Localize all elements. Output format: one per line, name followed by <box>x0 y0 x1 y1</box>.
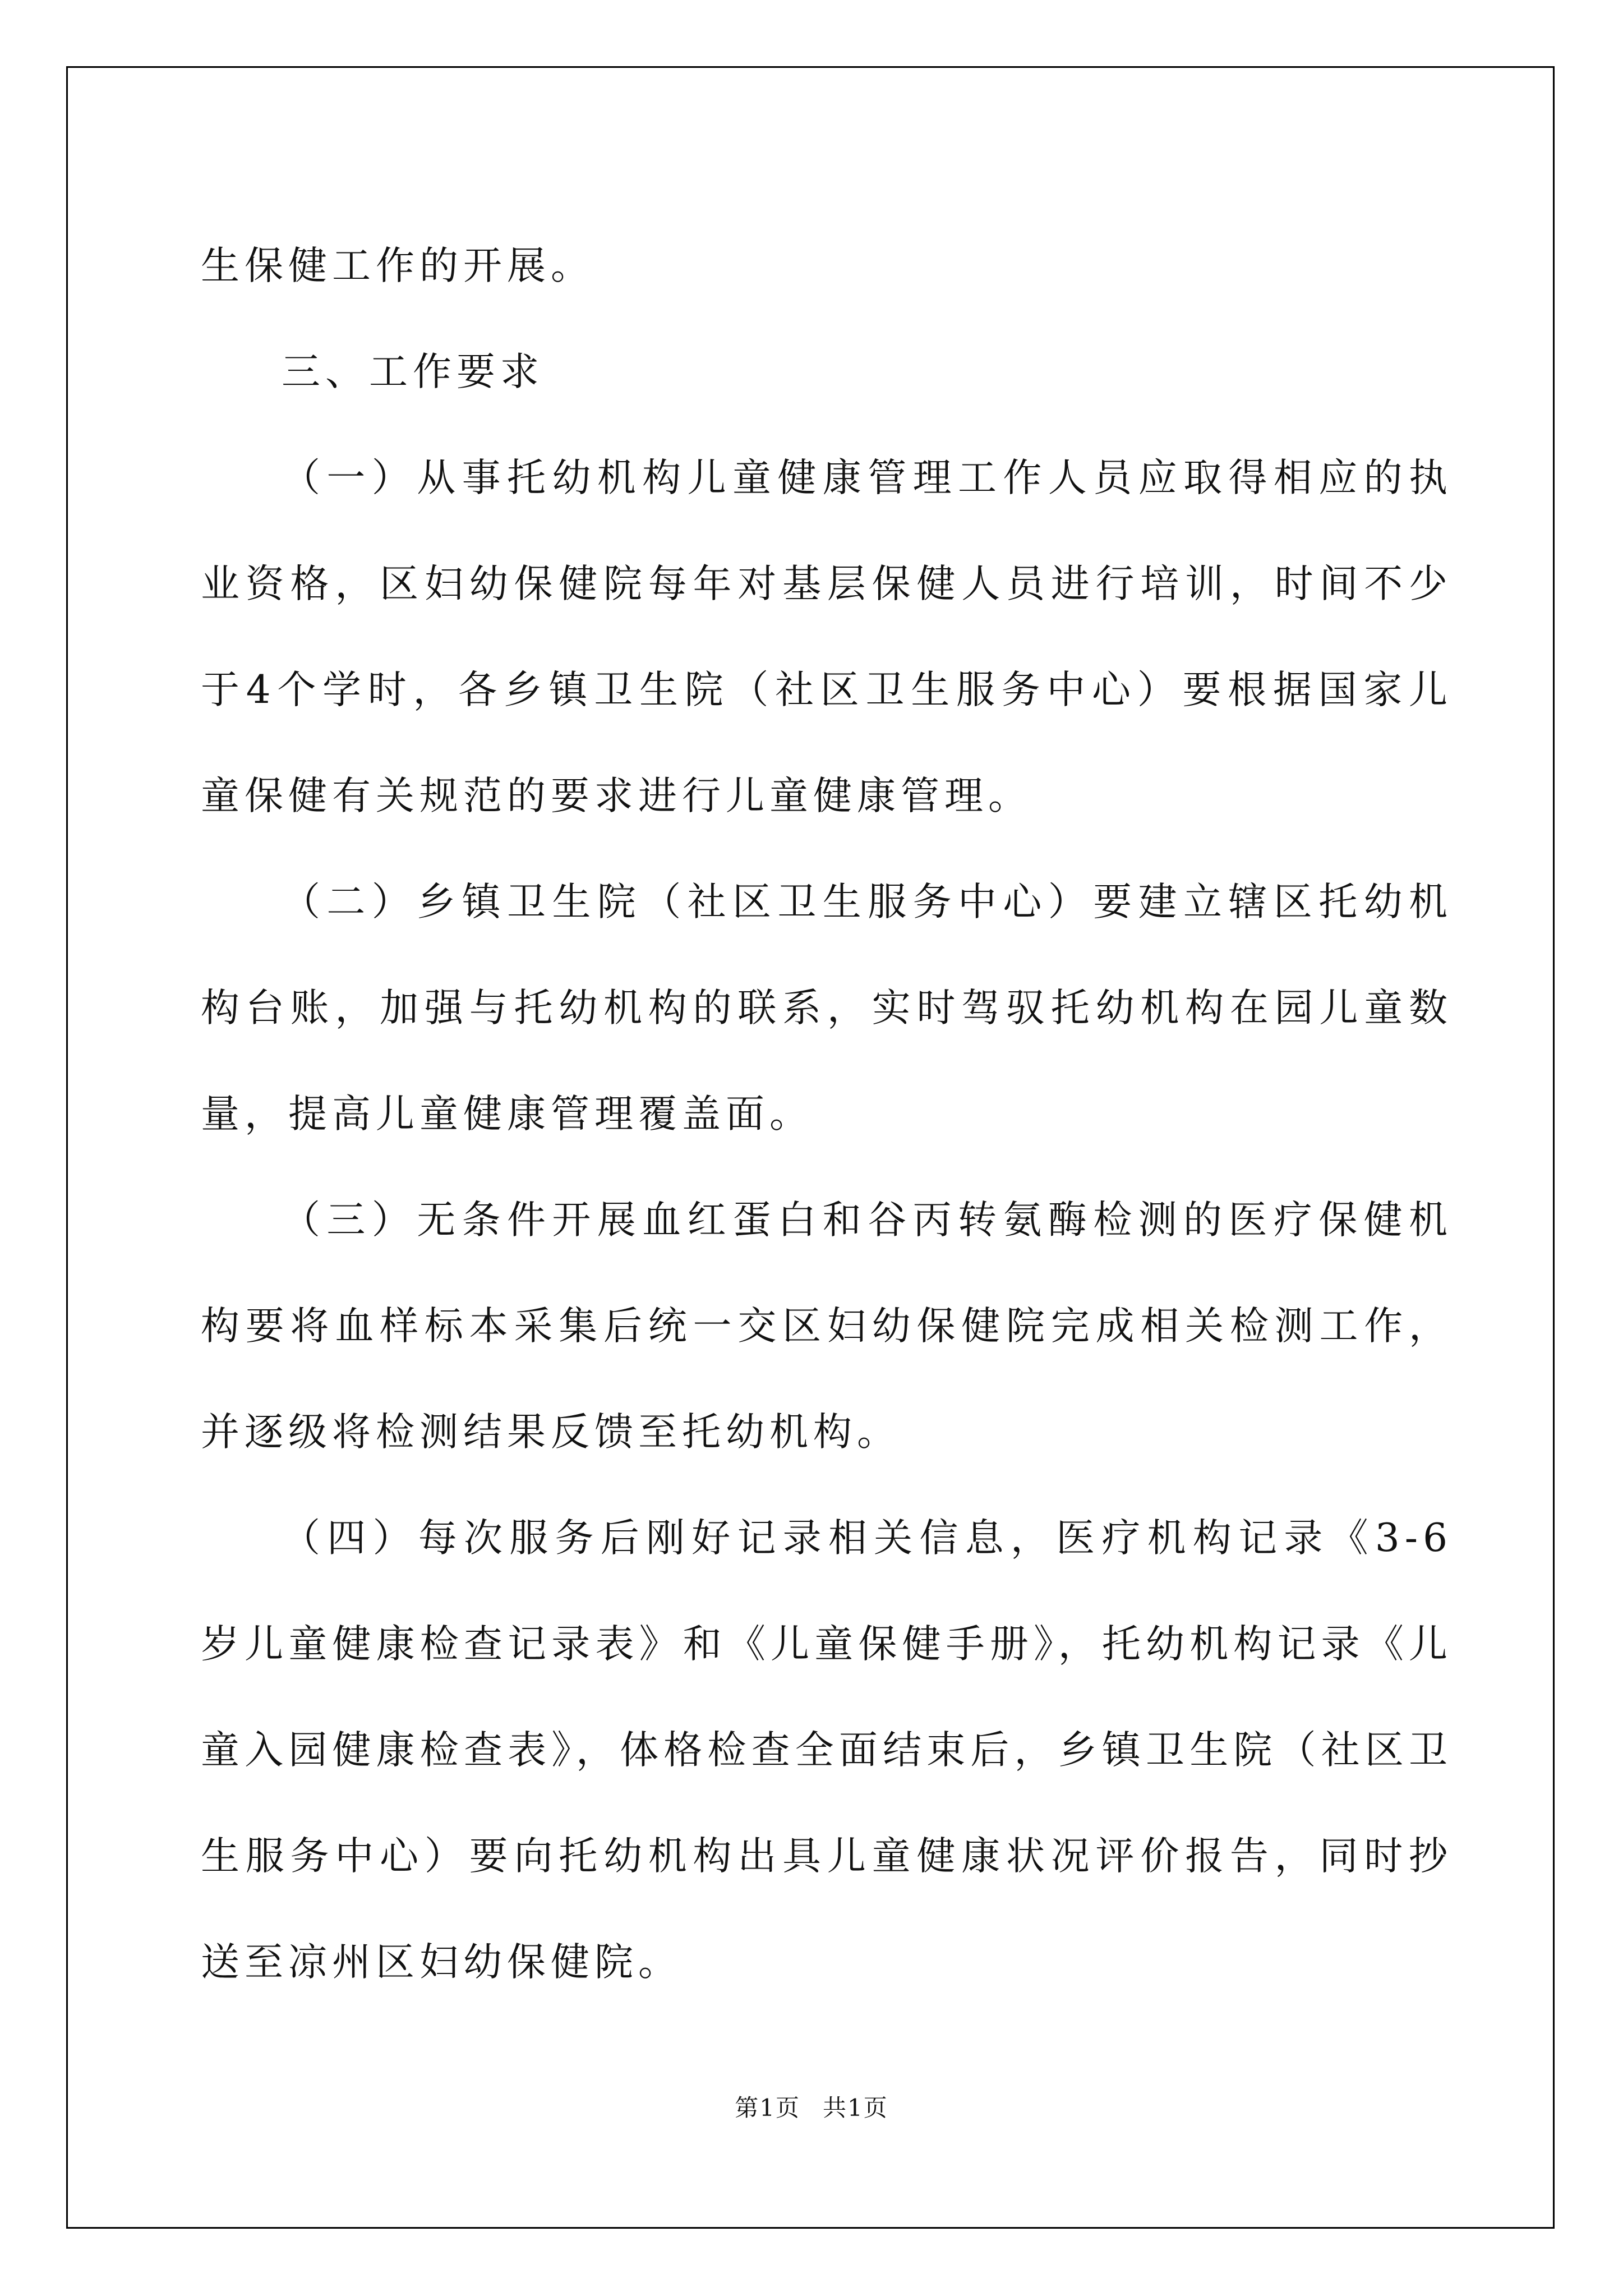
page-number: 第1页 <box>735 2094 800 2122</box>
paragraph-requirement-1: （一）从事托幼机构儿童健康管理工作人员应取得相应的执业资格，区妇幼保健院每年对基层保健人员进行培训，时间不少于4个学时，各乡镇卫生院（社区卫生服务中心）要根据国家儿童保健有关规范的要求进行儿童健康管理。 <box>201 455 1453 818</box>
paragraph-continuation: 生保健工作的开展。 <box>201 243 594 288</box>
document-body <box>201 213 1453 2016</box>
paragraph-requirement-4: （四）每次服务后刚好记录相关信息，医疗机构记录《3-6岁儿童健康检查记录表》和《儿童保健手册》，托幼机构记录《儿童入园健康检查表》，体格检查全面结束后，乡镇卫生院（社区卫生服务中心）要向托幼机构出具儿童健康状况评价报告，同时抄送至凉州区妇幼保健院。 <box>201 1516 1453 1985</box>
page-footer <box>0 2090 1623 2123</box>
paragraph-requirement-2: （二）乡镇卫生院（社区卫生服务中心）要建立辖区托幼机构台账，加强与托幼机构的联系，实时驾驭托幼机构在园儿童数量，提高儿童健康管理覆盖面。 <box>201 880 1453 1137</box>
section-heading: 三、工作要求 <box>282 349 544 394</box>
paragraph-requirement-3: （三）无条件开展血红蛋白和谷丙转氨酶检测的医疗保健机构要将血样标本采集后统一交区妇幼保健院完成相关检测工作，并逐级将检测结果反馈至托幼机构。 <box>201 1198 1453 1455</box>
page-total: 共1页 <box>823 2094 888 2122</box>
